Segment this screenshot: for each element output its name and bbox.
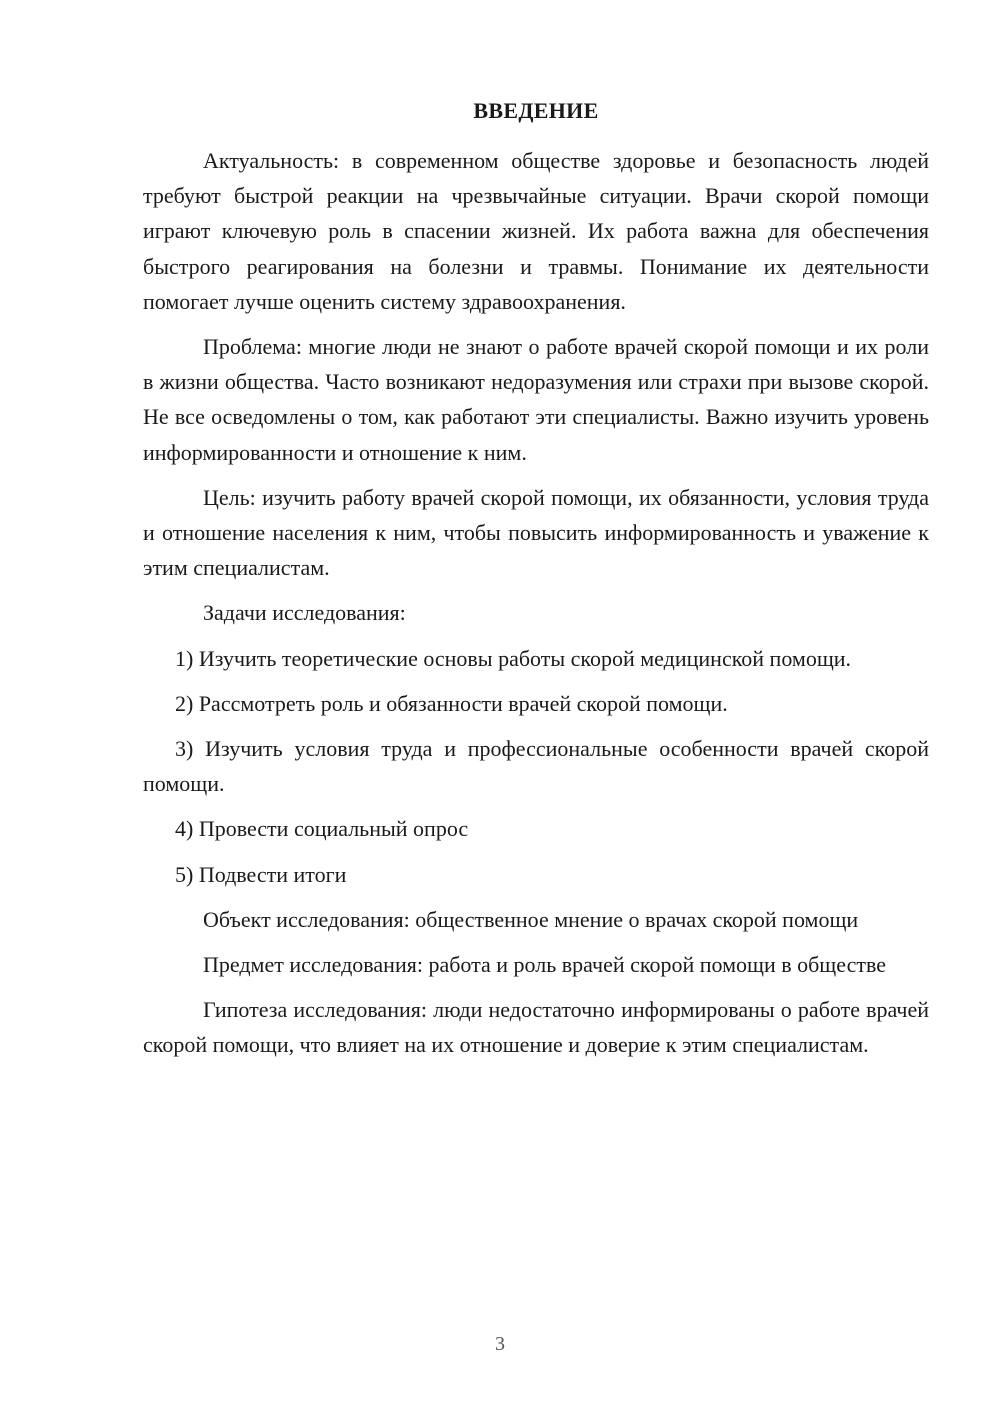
goal-paragraph: Цель: изучить работу врачей скорой помощи, их обязанности, условия труда и отношение населения к ним, чтобы повысить информированность и уважение к этим специалистам. <box>143 484 929 581</box>
page-number: 3 <box>495 1333 505 1355</box>
subject-paragraph: Предмет исследования: работа и роль врачей скорой помощи в обществе <box>203 952 886 978</box>
task-item-1: 1) Изучить теоретические основы работы скорой медицинской помощи. <box>175 645 852 671</box>
object-paragraph: Объект исследования: общественное мнение о врачах скорой помощи <box>203 906 859 932</box>
task-item-3: 3) Изучить условия труда и профессиональные особенности врачей скорой помощи. <box>143 736 929 797</box>
relevance-paragraph: Актуальность: в современном обществе здоровье и безопасность людей требуют быстрой реакции на чрезвычайные ситуации. Врачи скорой помощи играют ключевую роль в спасении жизней. Их работа важна для обеспечения быстрого реагирования на болезни и травмы. Понимание их деятельности помогает лучше оценить систему здравоохранения. <box>143 148 929 314</box>
document-body <box>143 143 929 1073</box>
task-item-4: 4) Провести социальный опрос <box>175 816 469 842</box>
page-title: ВВЕДЕНИЕ <box>473 98 599 123</box>
task-item-5: 5) Подвести итоги <box>175 861 347 887</box>
tasks-heading: Задачи исследования: <box>203 600 406 626</box>
problem-paragraph: Проблема: многие люди не знают о работе врачей скорой помощи и их роли в жизни общества. Часто возникают недоразумения или страхи при вызове скорой. Не все осведомлены о том, как работают эти специалисты. Важно изучить уровень информированности и отношение к ним. <box>143 334 929 465</box>
task-item-2: 2) Рассмотреть роль и обязанности врачей скорой помощи. <box>175 690 728 716</box>
hypothesis-paragraph: Гипотеза исследования: люди недостаточно информированы о работе врачей скорой помощи, что влияет на их отношение и доверие к этим специалистам. <box>143 997 929 1058</box>
